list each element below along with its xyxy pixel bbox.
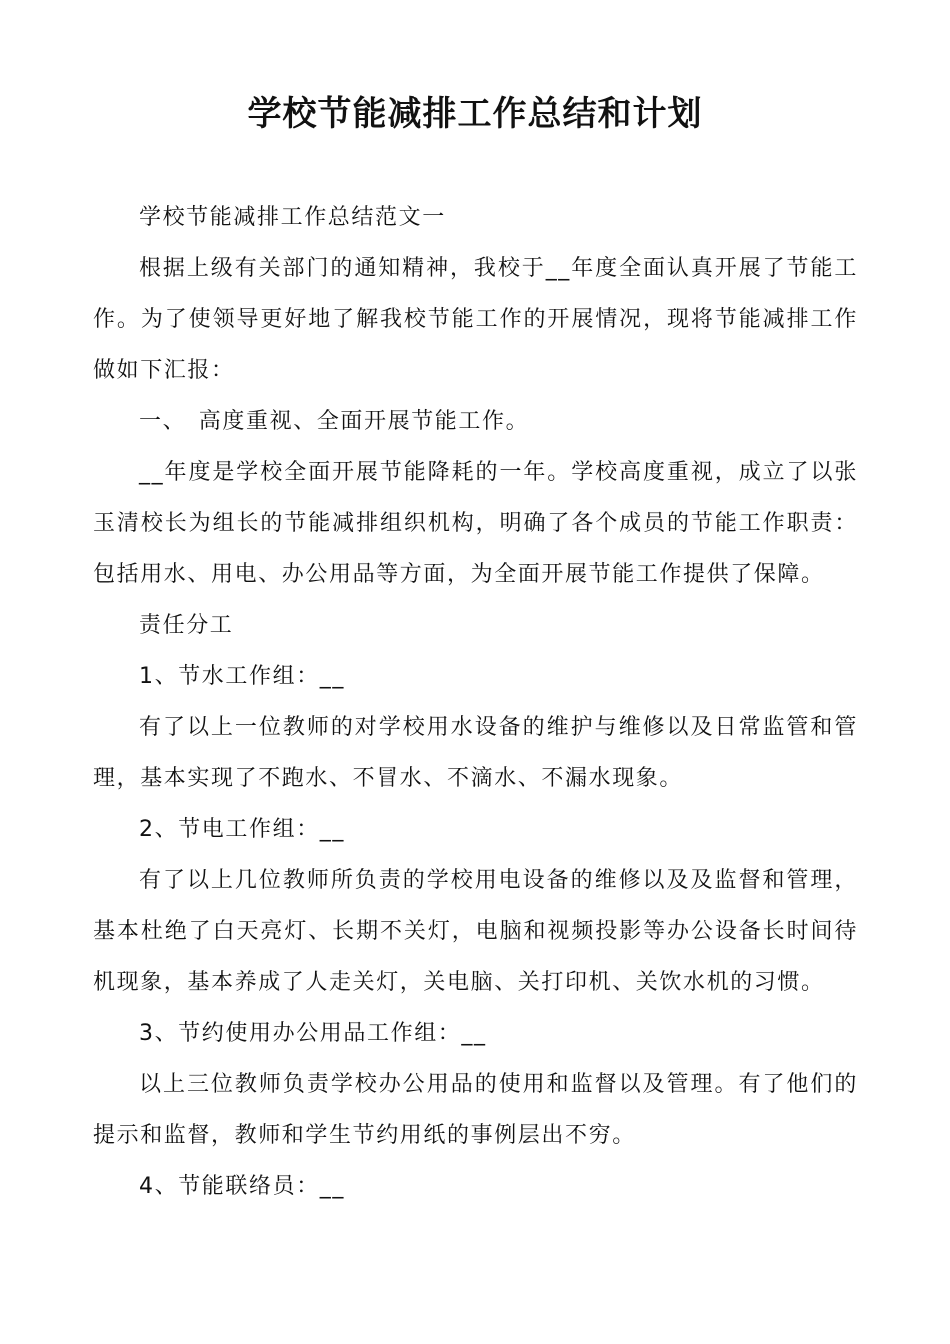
paragraph-water: 有了以上一位教师的对学校用水设备的维护与维修以及日常监管和管理，基本实现了不跑水、不冒水、不滴水、不漏水现象。 xyxy=(93,715,858,791)
paragraph-electricity: 有了以上几位教师所负责的学校用电设备的维修以及及监督和管理，基本杜绝了白天亮灯、长期不关灯，电脑和视频投影等办公设备长时间待机现象，基本养成了人走关灯，关电脑、关打印机、关饮水机的习惯。 xyxy=(93,868,858,995)
item-electricity-group: 2、节电工作组：__ xyxy=(139,817,345,842)
item-office-supplies-group: 3、节约使用办公用品工作组：__ xyxy=(139,1021,487,1046)
paragraph-office-supplies: 以上三位教师负责学校办公用品的使用和监督以及管理。有了他们的提示和监督，教师和学生节约用纸的事例层出不穷。 xyxy=(93,1072,858,1148)
paragraph-intro: 根据上级有关部门的通知精神，我校于__年度全面认真开展了节能工作。为了使领导更好地了解我校节能工作的开展情况，现将节能减排工作做如下汇报： xyxy=(93,256,858,383)
item-water-group: 1、节水工作组：__ xyxy=(139,664,345,689)
document-body xyxy=(93,192,858,1212)
heading-responsibilities: 责任分工 xyxy=(139,613,234,638)
item-liaison: 4、节能联络员：__ xyxy=(139,1174,345,1199)
paragraph-subtitle: 学校节能减排工作总结范文一 xyxy=(139,205,446,230)
section-heading-1: 一、 高度重视、全面开展节能工作。 xyxy=(139,409,530,434)
document-title: 学校节能减排工作总结和计划 xyxy=(247,94,703,134)
paragraph-organization: __年度是学校全面开展节能降耗的一年。学校高度重视，成立了以张玉清校长为组长的节能减排组织机构，明确了各个成员的节能工作职责：包括用水、用电、办公用品等方面，为全面开展节能工作提供了保障。 xyxy=(93,460,858,587)
